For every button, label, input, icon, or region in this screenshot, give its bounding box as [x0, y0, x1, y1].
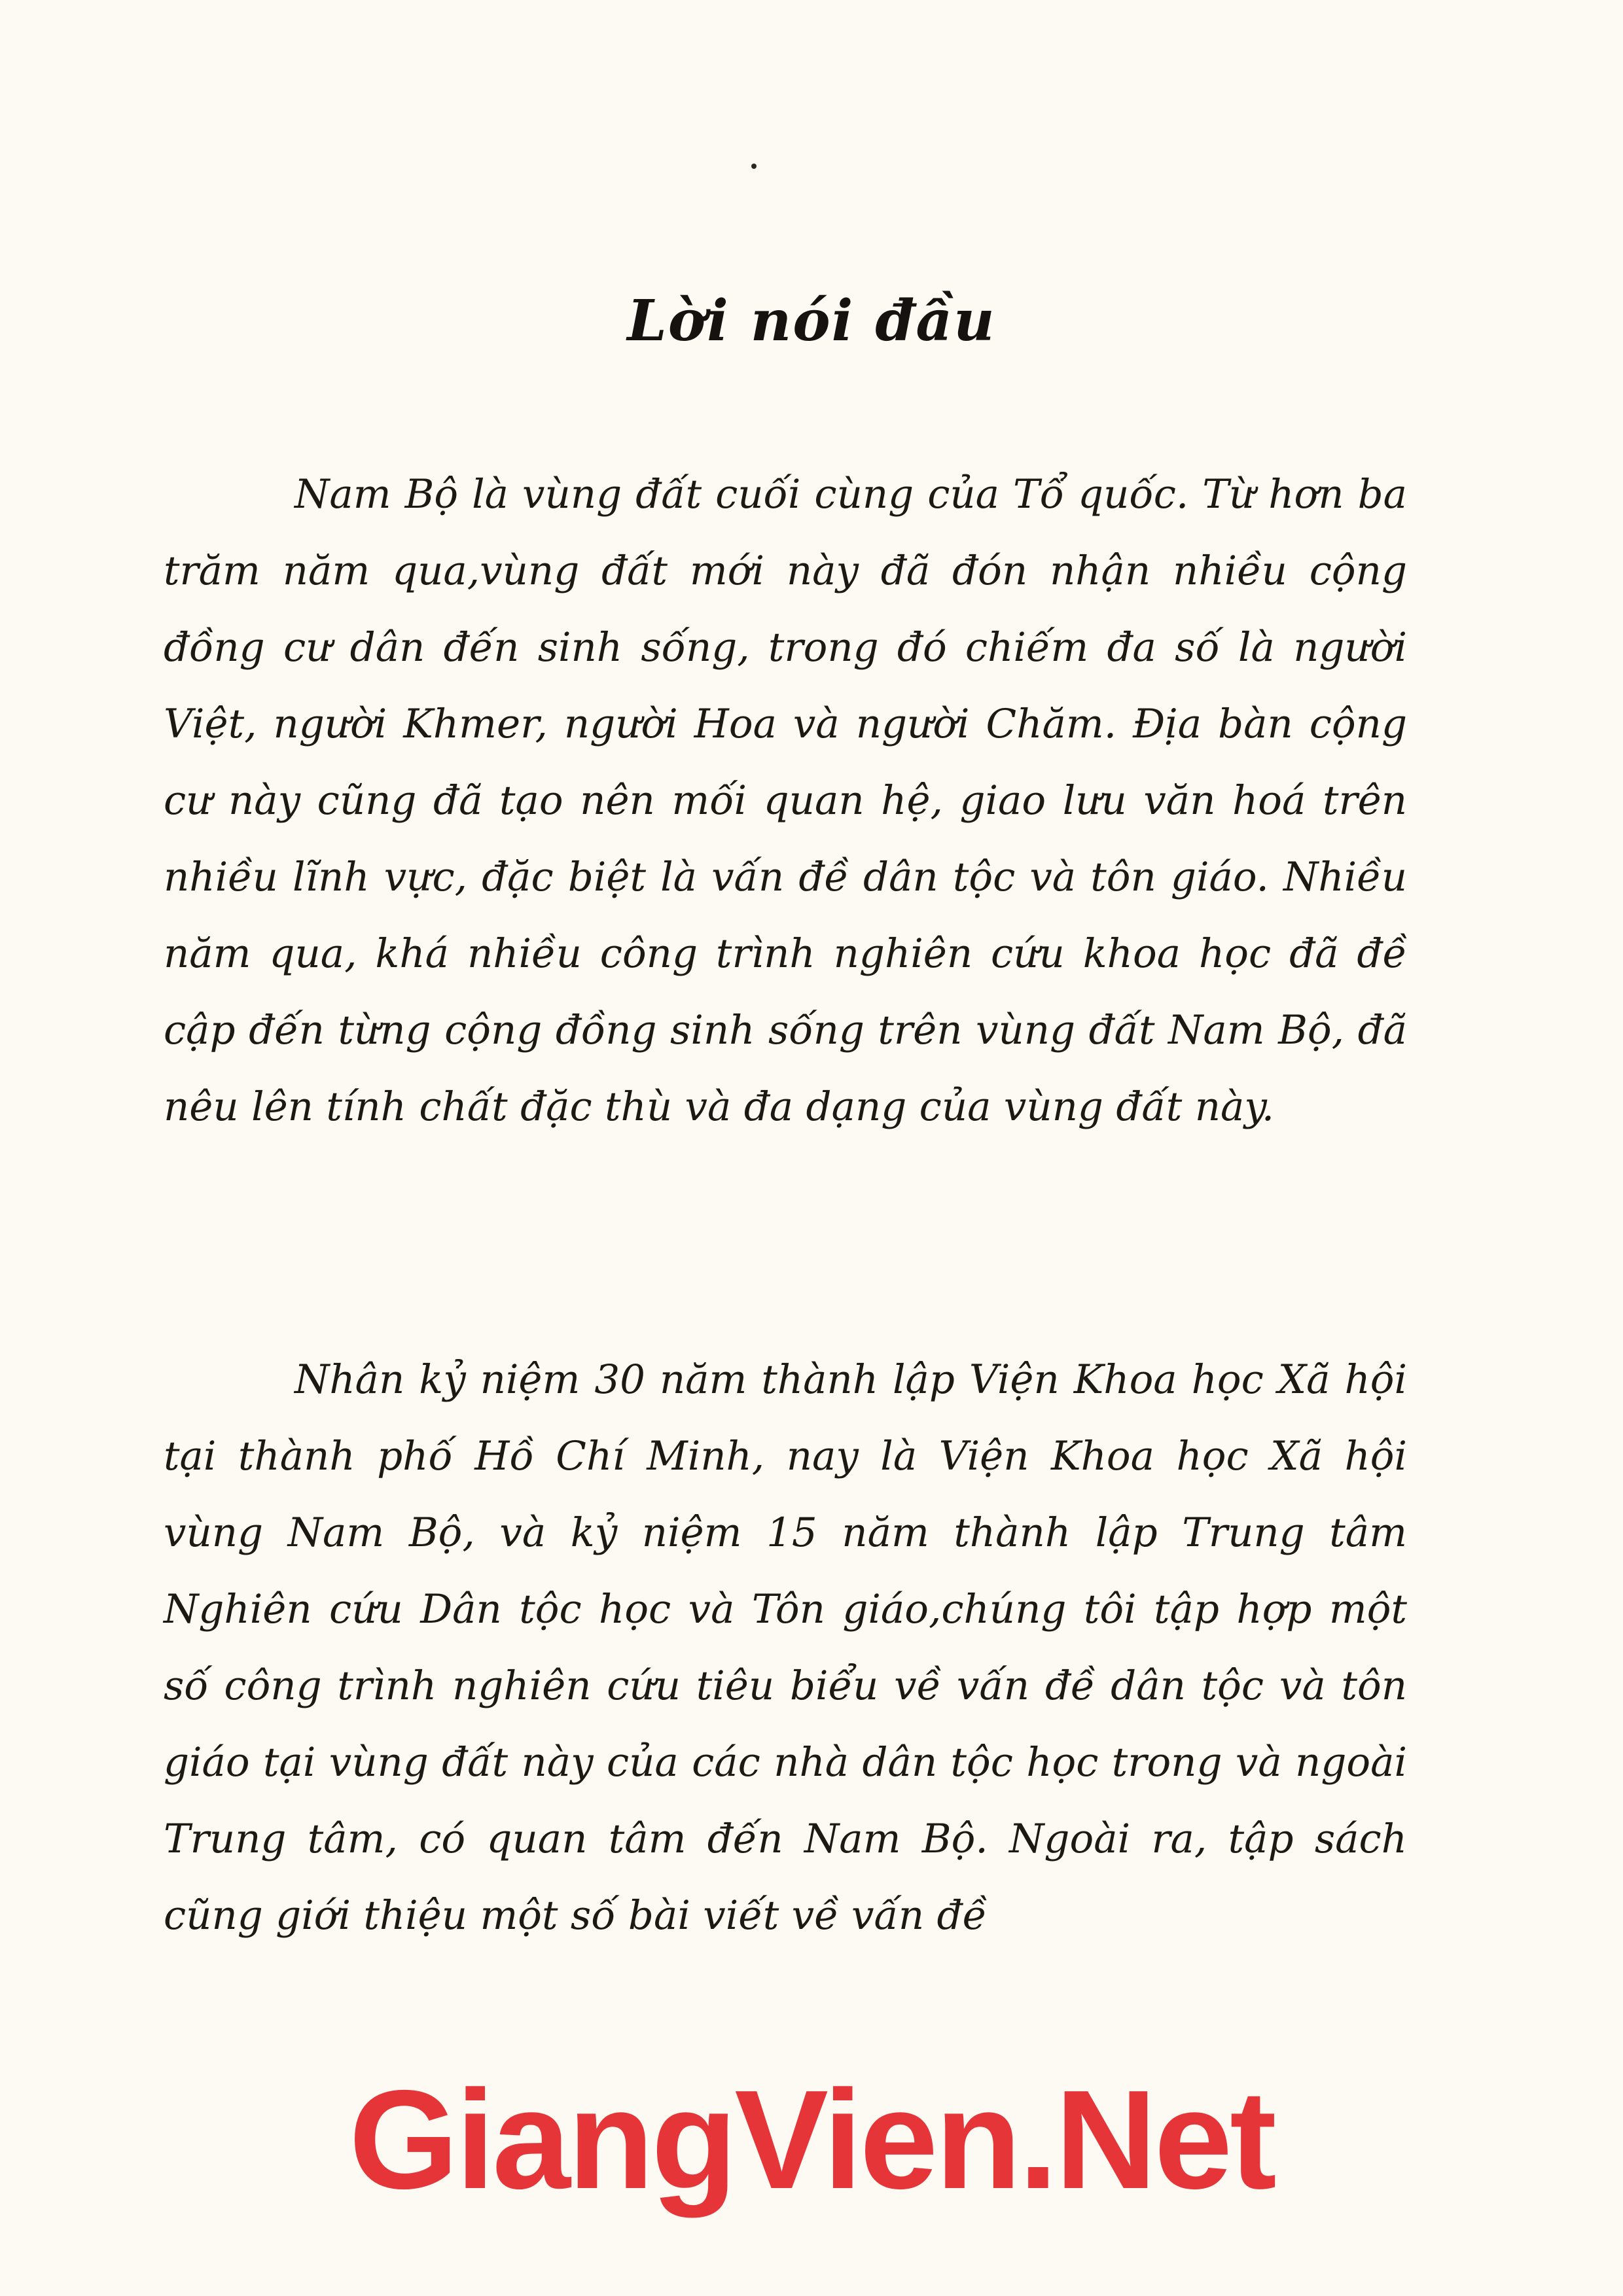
page-mark	[751, 164, 757, 169]
page-title: Lời nói đầu	[627, 288, 996, 354]
paragraph-2: Nhân kỷ niệm 30 năm thành lập Viện Khoa học Xã hội tại thành phố Hồ Chí Minh, nay là Viện Khoa học Xã hội vùng Nam Bộ, và kỷ niệm 15 năm thành lập Trung tâm Nghiên cứu Dân tộc học và Tôn giáo,chúng tôi tập hợp một số công trình nghiên cứu tiêu biểu về vấn đề dân tộc và tôn giáo tại vùng đất này của các nhà dân tộc học trong và ngoài Trung tâm, có quan tâm đến Nam Bộ. Ngoài ra, tập sách cũng giới thiệu một số bài viết về vấn đề	[164, 1356, 1407, 1939]
watermark-text: GiangVien.Net	[349, 2060, 1274, 2218]
paragraph-1: Nam Bộ là vùng đất cuối cùng của Tổ quốc. Từ hơn ba trăm năm qua,vùng đất mới này đã đón nhận nhiều cộng đồng cư dân đến sinh sống, trong đó chiếm đa số là người Việt, người Khmer, người Hoa và người Chăm. Địa bàn cộng cư này cũng đã tạo nên mối quan hệ, giao lưu văn hoá trên nhiều lĩnh vực, đặc biệt là vấn đề dân tộc và tôn giáo. Nhiều năm qua, khá nhiều công trình nghiên cứu khoa học đã đề cập đến từng cộng đồng sinh sống trên vùng đất Nam Bộ, đã nêu lên tính chất đặc thù và đa dạng của vùng đất này.	[164, 471, 1407, 1130]
